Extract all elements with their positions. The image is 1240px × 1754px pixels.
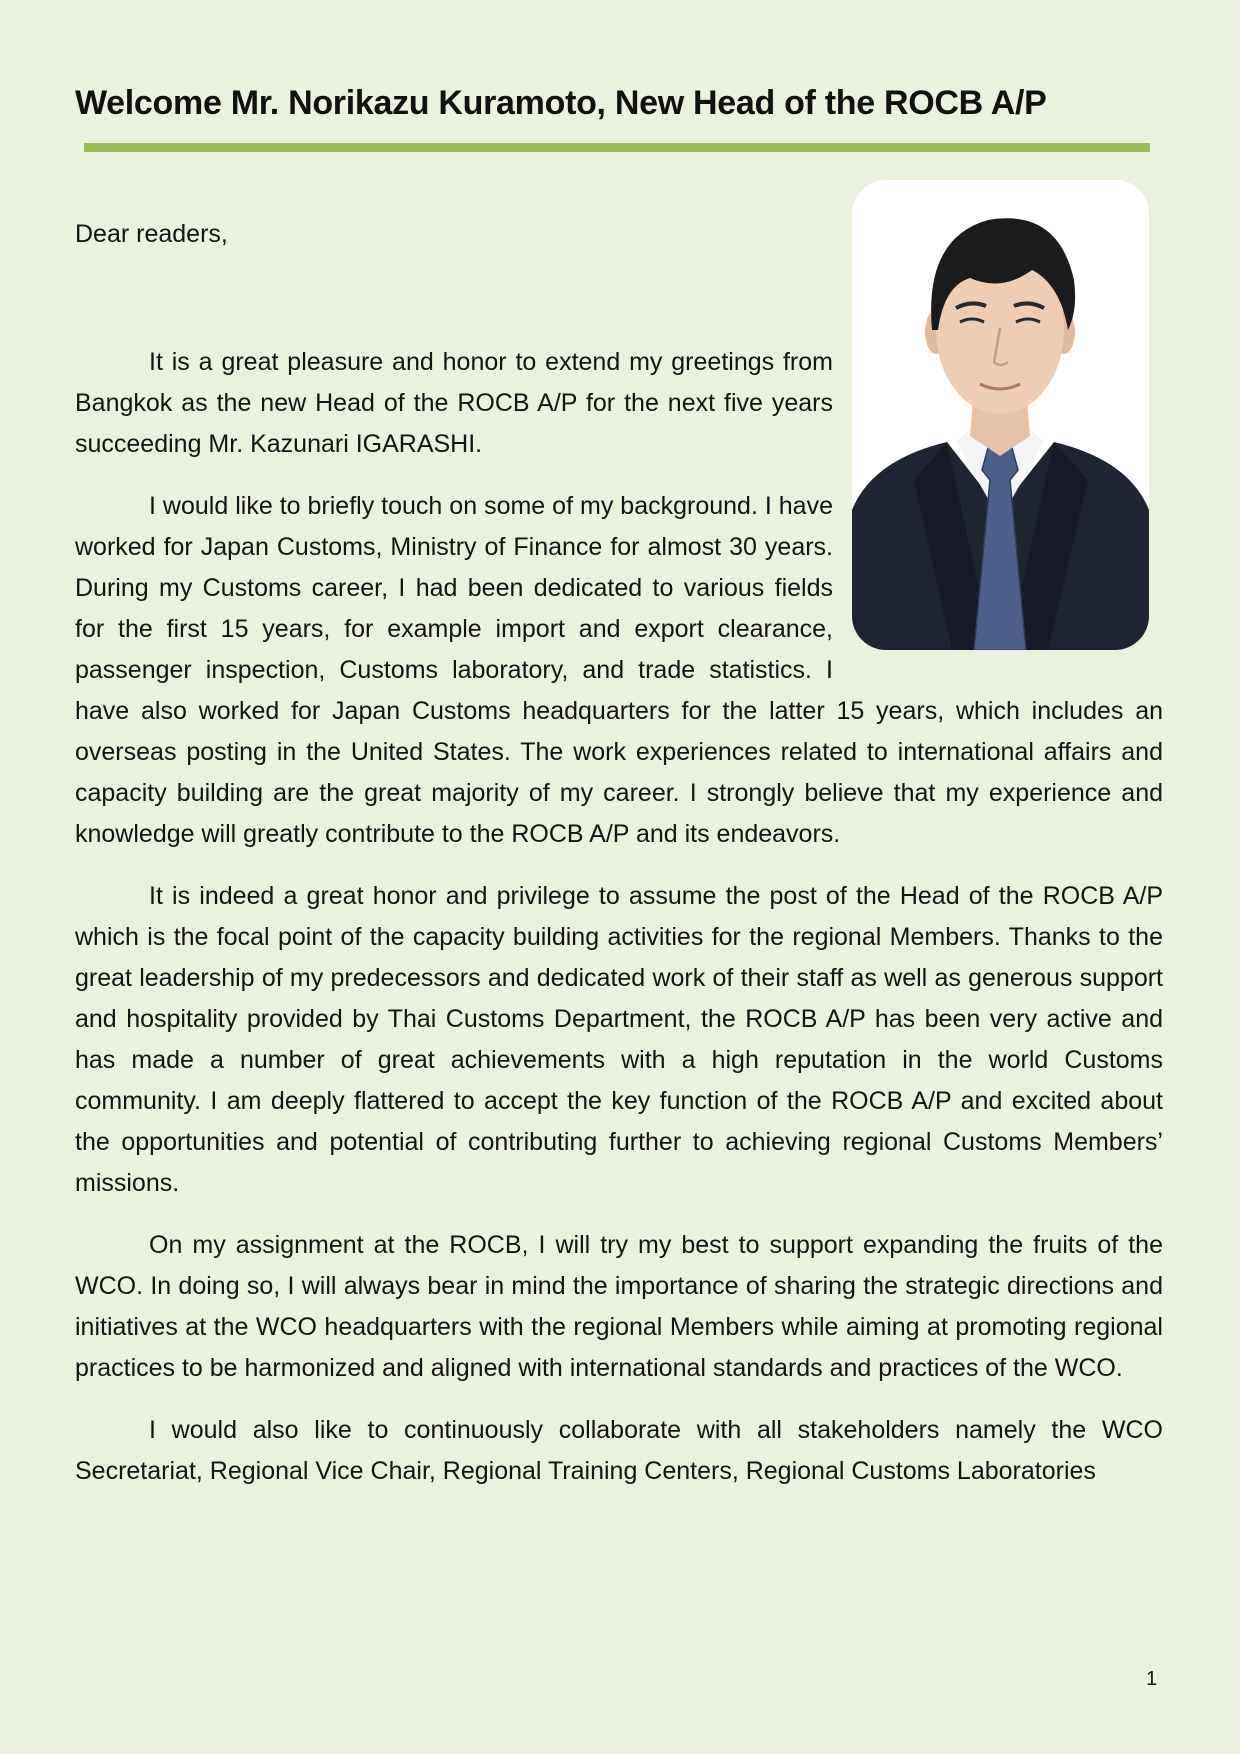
paragraph: It is a great pleasure and honor to extend my greetings from Bangkok as the new Head of the ROCB A/P for the next five years succeeding Mr. Kazunari IGARASHI. <box>75 348 833 458</box>
photo-wrap-space <box>833 338 1163 682</box>
salutation: Dear readers, <box>75 220 228 248</box>
paragraph: I would also like to continuously collaborate with all stakeholders namely the WCO Secretariat, Regional Vice Chair, Regional Training Centers, Regional Customs Laboratories <box>75 1416 1163 1485</box>
title-underline-rule <box>84 143 1150 152</box>
page-number: 1 <box>1146 1668 1158 1690</box>
paragraph: On my assignment at the ROCB, I will try my best to support expanding the fruits of the WCO. In doing so, I will always bear in mind the importance of sharing the strategic directions and initiatives at the WCO headquarters with the regional Members while aiming at promoting regional practices to be harmonized and aligned with international standards and practices of the WCO. <box>75 1231 1163 1382</box>
page-title: Welcome Mr. Norikazu Kuramoto, New Head of the ROCB A/P <box>75 84 1047 122</box>
letter-body <box>75 342 1163 1513</box>
paragraph: It is indeed a great honor and privilege to assume the post of the Head of the ROCB A/P which is the focal point of the capacity building activities for the regional Members. Thanks to the great leadership of my predecessors and dedicated work of their staff as well as generous support and hospitality provided by Thai Customs Department, the ROCB A/P has been very active and has made a number of great achievements with a high reputation in the world Customs community. I am deeply flattered to accept the key function of the ROCB A/P and excited about the opportunities and potential of contributing further to achieving regional Customs Members’ missions. <box>75 882 1163 1197</box>
paragraph: I would like to briefly touch on some of my background. I have worked for Japan Customs, Ministry of Finance for almost 30 years. During my Customs career, I had been dedicated to various fields for the first 15 years, for example import and export clearance, passenger inspection, Customs laboratory, and trade statistics. I have also worked for Japan Customs headquarters for the latter 15 years, which includes an overseas posting in the United States. The work experiences related to international affairs and capacity building are the great majority of my career. I strongly believe that my experience and knowledge will greatly contribute to the ROCB A/P and its endeavors. <box>75 492 1163 848</box>
